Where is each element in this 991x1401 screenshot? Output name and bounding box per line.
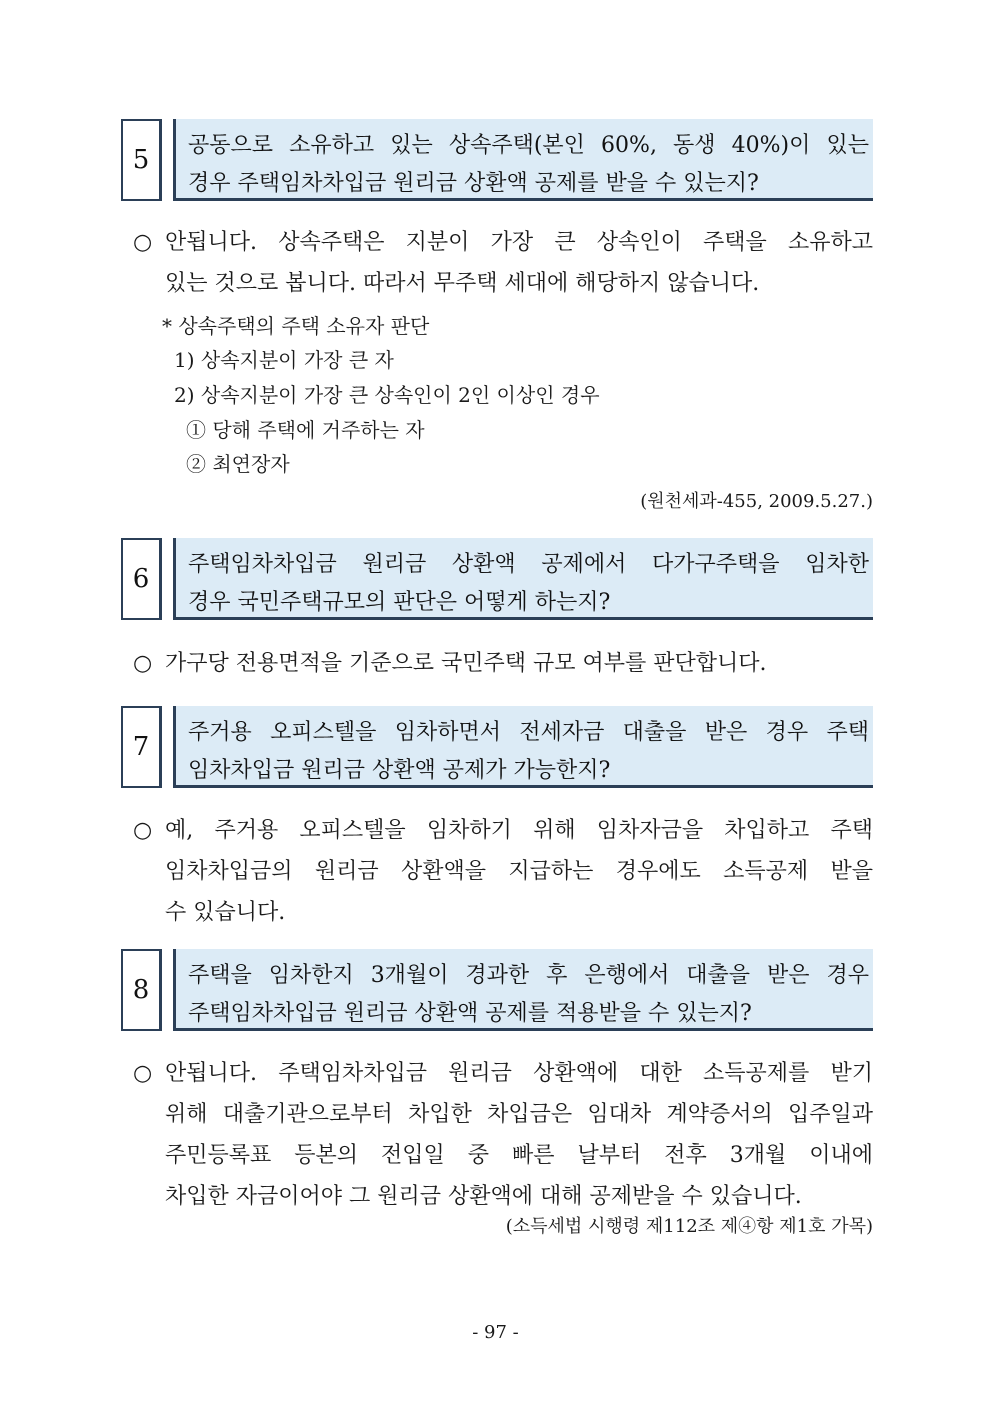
question-line: 주택임차차입금 원리금 상환액 공제에서 다가구주택을 임차한	[188, 552, 869, 577]
question-line: 주택을 임차한지 3개월이 경과한 후 은행에서 대출을 받은 경우	[188, 963, 869, 988]
note-item: 1) 상속지분이 가장 큰 자	[174, 348, 394, 372]
answer-line: 있는 것으로 봅니다. 따라서 무주택 세대에 해당하지 않습니다.	[165, 271, 760, 296]
question-number: 6	[121, 538, 162, 620]
answer-line: 가구당 전용면적을 기준으로 국민주택 규모 여부를 판단합니다.	[165, 651, 767, 676]
answer-line: 위해 대출기관으로부터 차입한 차입금은 임대차 계약증서의 입주일과	[165, 1102, 873, 1127]
answer-line: 안됩니다. 상속주택은 지분이 가장 큰 상속인이 주택을 소유하고	[165, 230, 873, 255]
question-text	[173, 538, 873, 620]
question-box-8	[121, 949, 873, 1031]
question-box-6	[121, 538, 873, 620]
answer-line: 주민등록표 등본의 전입일 중 빠른 날부터 전후 3개월 이내에	[165, 1143, 873, 1168]
answer-6	[133, 643, 873, 684]
note-subitem: ② 최연장자	[186, 452, 290, 476]
reference: (원천세과-455, 2009.5.27.)	[640, 491, 873, 512]
note-item: 2) 상속지분이 가장 큰 상속인이 2인 이상인 경우	[174, 383, 600, 407]
question-line: 주택임차차입금 원리금 상환액 공제를 적용받을 수 있는지?	[188, 1001, 752, 1026]
bullet: ○	[133, 818, 153, 843]
question-text	[173, 119, 873, 201]
answer-7	[133, 810, 873, 935]
question-box-7	[121, 706, 873, 788]
question-line: 임차차입금 원리금 상환액 공제가 가능한지?	[188, 758, 611, 783]
answer-5	[133, 222, 873, 312]
question-text	[173, 706, 873, 788]
question-line: 경우 주택임차차입금 원리금 상환액 공제를 받을 수 있는지?	[188, 171, 759, 196]
bullet: ○	[133, 651, 153, 676]
bullet: ○	[133, 1061, 153, 1086]
answer-line: 차입한 자금이어야 그 원리금 상환액에 대해 공제받을 수 있습니다.	[165, 1184, 802, 1209]
bullet: ○	[133, 230, 153, 255]
question-line: 주거용 오피스텔을 임차하면서 전세자금 대출을 받은 경우 주택	[188, 720, 869, 745]
question-line: 경우 국민주택규모의 판단은 어떻게 하는지?	[188, 590, 611, 615]
question-line: 공동으로 소유하고 있는 상속주택(본인 60%, 동생 40%)이 있는	[188, 133, 869, 158]
answer-line: 안됩니다. 주택임차차입금 원리금 상환액에 대한 소득공제를 받기	[165, 1061, 873, 1086]
note-title: * 상속주택의 주택 소유자 판단	[162, 314, 430, 338]
question-number: 5	[121, 119, 162, 201]
answer-line: 임차차입금의 원리금 상환액을 지급하는 경우에도 소득공제 받을	[165, 859, 873, 884]
answer-line: 수 있습니다.	[165, 900, 286, 925]
answer-8	[133, 1053, 873, 1221]
reference: (소득세법 시행령 제112조 제④항 제1호 가목)	[505, 1216, 873, 1237]
question-text	[173, 949, 873, 1031]
answer-line: 예, 주거용 오피스텔을 임차하기 위해 임차자금을 차입하고 주택	[165, 818, 873, 843]
question-number: 7	[121, 706, 162, 788]
page-number: - 97 -	[472, 1322, 519, 1343]
question-box-5	[121, 119, 873, 201]
question-number: 8	[121, 949, 162, 1031]
note-subitem: ① 당해 주택에 거주하는 자	[186, 418, 425, 442]
